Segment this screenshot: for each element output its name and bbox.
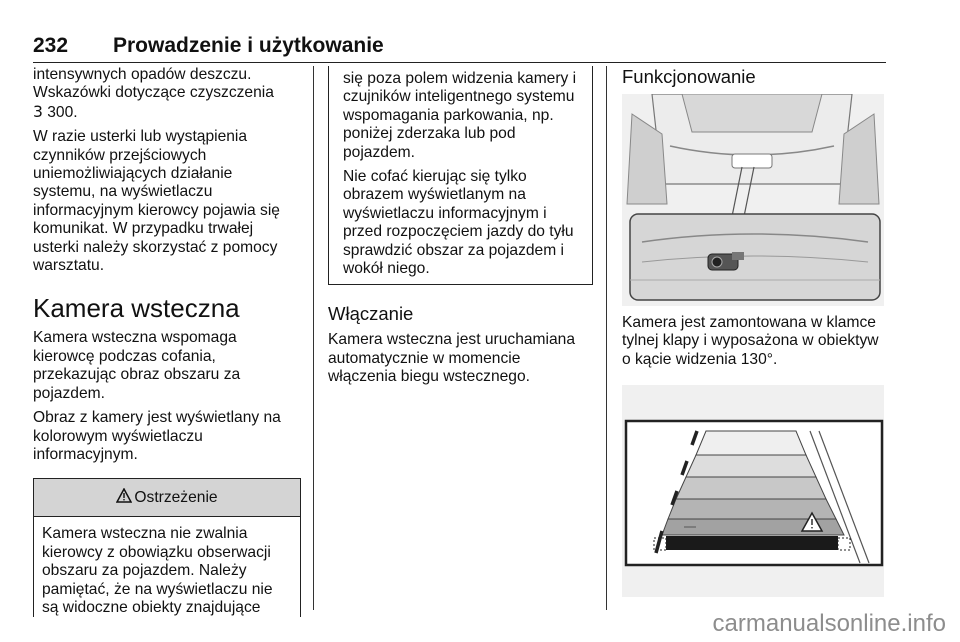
- page-header: [33, 34, 886, 63]
- column-middle: [328, 66, 593, 393]
- warning-text: Kamera wsteczna nie zwalnia kierowcy z obowiązku obserwacji obszaru za pojazdem. Należy pamiętać, że na wyświetlaczu nie są widoczne obiekty znajdujące: [42, 525, 273, 616]
- rear-camera-display-illustration: [622, 385, 884, 597]
- column-left: [33, 66, 301, 617]
- warning-box: [33, 478, 301, 617]
- column-divider: [606, 66, 607, 610]
- cross-reference-link[interactable]: [33, 104, 78, 121]
- watermark: carmanualsonline.info: [712, 610, 946, 637]
- section-heading: Włączanie: [328, 303, 414, 325]
- paragraph: Kamera wsteczna jest uruchamiana automatycznie w momencie włączenia biegu wstecznego.: [328, 331, 576, 386]
- column-right: [622, 66, 890, 597]
- paragraph-text: intensywnych opadów deszczu. Wskazówki dotyczące czyszczenia: [33, 66, 274, 102]
- paragraph: Obraz z kamery jest wyświetlany na kolorowym wyświetlaczu informacyjnym.: [33, 409, 281, 463]
- section-heading: Funkcjonowanie: [622, 66, 756, 87]
- column-divider: [313, 66, 314, 610]
- paragraph: W razie usterki lub wystąpienia czynników przejściowych uniemożliwiających działanie systemu, na wyświetlaczu informacyjnym kierowcy pojawia się komunikat. W przypadku trwałej usterki należy skorzystać z pomocy warsztatu.: [33, 128, 280, 275]
- page-ref-arrow-icon: 3: [33, 102, 43, 121]
- paragraph: [33, 66, 301, 122]
- section-heading: Kamera wsteczna: [33, 293, 240, 324]
- figure-caption: Kamera jest zamontowana w klamce tylnej klapy i wyposażona w obiektyw o kącie widzenia 130°.: [622, 314, 879, 368]
- warning-icon: [116, 488, 132, 507]
- warning-text: się poza polem widzenia kamery i czujników inteligentnego systemu wspomagania parkowania, np. poniżej zderzaka lub pod pojazdem.: [343, 70, 577, 161]
- paragraph: Kamera wsteczna wspomaga kierowcę podczas cofania, przekazując obraz obszaru za pojazdem.: [33, 329, 241, 402]
- page-number: 232: [33, 34, 69, 57]
- page-title: Prowadzenie i użytkowanie: [113, 34, 384, 57]
- warning-title: Ostrzeżenie: [134, 488, 218, 506]
- warning-box-continued: [328, 66, 593, 285]
- warning-header: [34, 479, 300, 517]
- cross-reference-page: 300.: [42, 103, 78, 121]
- tailgate-camera-illustration: [622, 94, 884, 306]
- warning-text: Nie cofać kierując się tylko obrazem wyświetlanym na wyświetlaczu informacyjnym i przed rozpoczęciem jazdy do tyłu sprawdzić obszar za pojazdem i wokół niego.: [343, 168, 574, 278]
